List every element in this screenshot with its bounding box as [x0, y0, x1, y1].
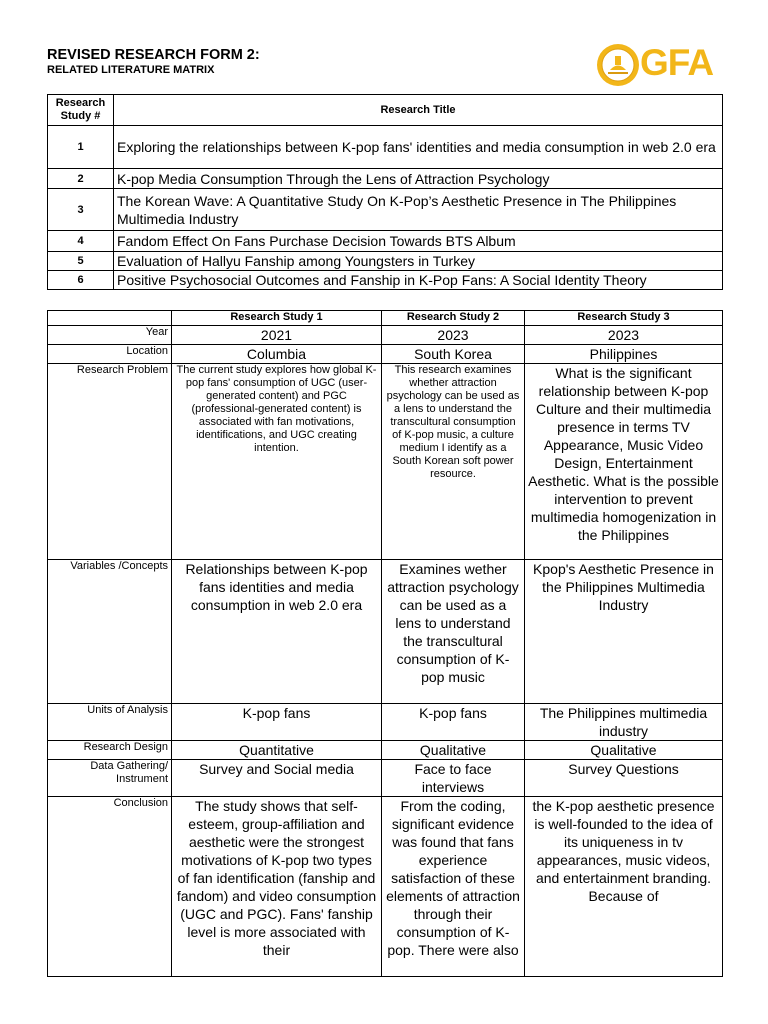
title-row [48, 189, 723, 231]
study-number: 2 [48, 169, 114, 189]
design-value: Quantitative [172, 741, 382, 760]
year-value: 2023 [525, 326, 723, 345]
school-seal-icon [596, 43, 640, 87]
study-number: 1 [48, 126, 114, 169]
form-subtitle: RELATED LITERATURE MATRIX [47, 64, 215, 76]
conclusion-value: The study shows that self-esteem, group-affiliation and aesthetic were the strongest motivations of K-pop two types of fan identification (fanship and fandom) and video consumption (UGC and PGC). Fans' fanship level is more associated with their [172, 797, 382, 977]
location-row [48, 345, 723, 364]
location-value: South Korea [382, 345, 525, 364]
conclusion-value: From the coding, significant evidence was found that fans experience satisfaction of these elements of attraction through their consumption of K-pop. There were also [382, 797, 525, 977]
study-number: 3 [48, 189, 114, 231]
row-label: Research Design [48, 741, 172, 760]
conclusion-row [48, 797, 723, 977]
row-label: Conclusion [48, 797, 172, 977]
row-label: Location [48, 345, 172, 364]
year-value: 2023 [382, 326, 525, 345]
column-research-study-3: Research Study 3 [525, 311, 723, 326]
study-number: 5 [48, 252, 114, 271]
design-value: Qualitative [382, 741, 525, 760]
gathering-value: Face to face interviews [382, 760, 525, 797]
study-title: Exploring the relationships between K-pop fans' identities and media consumption in web 2.0 era [114, 126, 723, 169]
design-row [48, 741, 723, 760]
literature-matrix-table [47, 310, 723, 977]
gfa-logo [596, 43, 726, 87]
research-titles-table [47, 94, 723, 290]
col-research-title: Research Title [114, 95, 723, 126]
data-gathering-row [48, 760, 723, 797]
gathering-value: Survey and Social media [172, 760, 382, 797]
study-number: 4 [48, 231, 114, 252]
variables-value: Kpop's Aesthetic Presence in the Philippines Multimedia Industry [525, 560, 723, 704]
title-row [48, 169, 723, 189]
column-research-study-1: Research Study 1 [172, 311, 382, 326]
study-title: The Korean Wave: A Quantitative Study On K-Pop’s Aesthetic Presence in The Philippines Multimedia Industry [114, 189, 723, 231]
variables-row [48, 560, 723, 704]
title-row [48, 252, 723, 271]
units-value: K-pop fans [382, 704, 525, 741]
study-number: 6 [48, 271, 114, 290]
row-label: Research Problem [48, 364, 172, 560]
row-label: Data Gathering/ Instrument [48, 760, 172, 797]
conclusion-value: the K-pop aesthetic presence is well-founded to the idea of its uniqueness in tv appearances, music videos, and entertainment branding. Because of [525, 797, 723, 977]
study-title: Evaluation of Hallyu Fanship among Youngsters in Turkey [114, 252, 723, 271]
location-value: Columbia [172, 345, 382, 364]
study-title: K-pop Media Consumption Through the Lens of Attraction Psychology [114, 169, 723, 189]
row-label: Year [48, 326, 172, 345]
variables-value: Examines wether attraction psychology can be used as a lens to understand the transcultural consumption of K-pop music [382, 560, 525, 704]
column-research-study-2: Research Study 2 [382, 311, 525, 326]
units-row [48, 704, 723, 741]
title-row [48, 126, 723, 169]
matrix-corner-cell [48, 311, 172, 326]
gathering-value: Survey Questions [525, 760, 723, 797]
title-row [48, 271, 723, 290]
col-study-number: Research Study # [48, 95, 114, 126]
form-heading [47, 47, 260, 77]
year-value: 2021 [172, 326, 382, 345]
design-value: Qualitative [525, 741, 723, 760]
titles-header-row [48, 95, 723, 126]
problem-value: What is the significant relationship between K-pop Culture and their multimedia presence in terms TV Appearance, Music Video Design, Entertainment Aesthetic. What is the possible intervention to prevent multimedia homogenization in the Philippines [525, 364, 723, 560]
units-value: The Philippines multimedia industry [525, 704, 723, 741]
problem-value: The current study explores how global K-pop fans' consumption of UGC (user-generated content) and PGC (professional-generated content) is associated with fan motivations, identifications, and UGC creating intention. [172, 364, 382, 560]
study-title: Positive Psychosocial Outcomes and Fanship in K-Pop Fans: A Social Identity Theory [114, 271, 723, 290]
form-title: REVISED RESEARCH FORM 2: [47, 47, 260, 63]
year-row [48, 326, 723, 345]
study-title: Fandom Effect On Fans Purchase Decision Towards BTS Album [114, 231, 723, 252]
problem-value: This research examines whether attraction psychology can be used as a lens to understand the transcultural consumption of K-pop music, a culture medium I identify as a South Korean soft power resource. [382, 364, 525, 560]
variables-value: Relationships between K-pop fans identities and media consumption in web 2.0 era [172, 560, 382, 704]
title-row [48, 231, 723, 252]
matrix-header-row [48, 311, 723, 326]
row-label: Variables /Concepts [48, 560, 172, 704]
units-value: K-pop fans [172, 704, 382, 741]
research-problem-row [48, 364, 723, 560]
logo-wordmark: GFA [640, 42, 714, 83]
location-value: Philippines [525, 345, 723, 364]
row-label: Units of Analysis [48, 704, 172, 741]
